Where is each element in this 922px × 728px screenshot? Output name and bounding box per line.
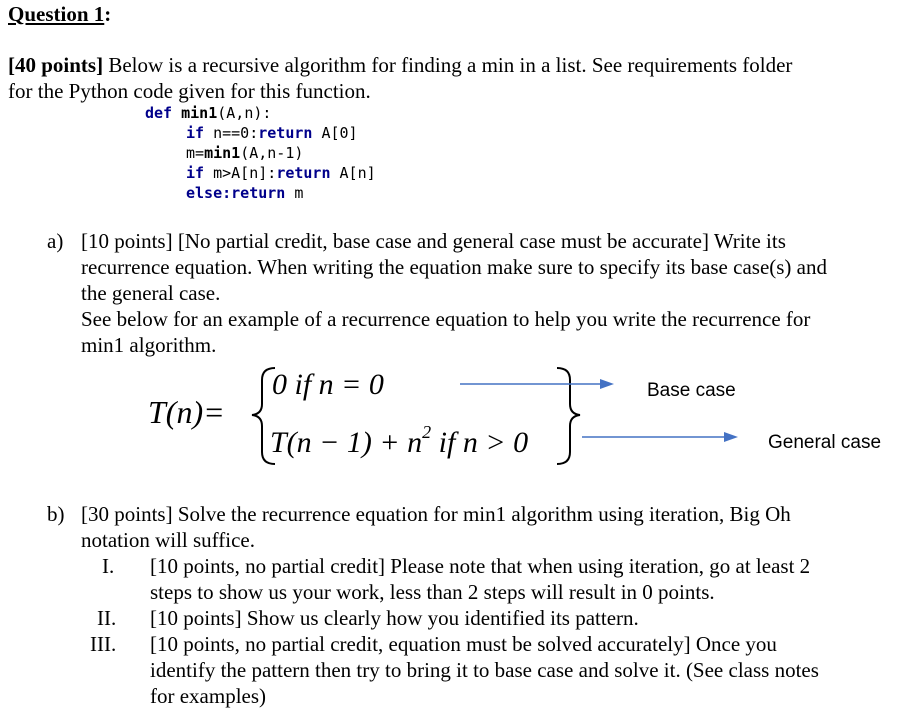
part-b-marker: b) — [47, 502, 65, 526]
part-b-item-1-num: I. — [102, 554, 115, 578]
code-keyword: return — [276, 164, 331, 182]
recurrence-figure — [0, 360, 922, 480]
equation-case-1: 0 if n = 0 — [272, 368, 384, 401]
code-function-name: min1 — [181, 104, 218, 122]
equation-case-2-main: T(n − 1) + n — [270, 426, 423, 459]
equation-case-2 — [270, 422, 528, 459]
general-case-label: General case — [768, 432, 882, 453]
part-b-item-3-line-3: for examples) — [150, 684, 267, 708]
code-line-2 — [186, 123, 358, 143]
code-line-5 — [186, 183, 303, 203]
part-b-item-2-num: II. — [97, 606, 117, 630]
part-a-line-4: See below for an example of a recurrence equation to help you write the recurrence for — [81, 307, 811, 331]
code-keyword: if — [186, 164, 205, 182]
intro-line-1-text: Below is a recursive algorithm for finding a min in a list. See requirements folder — [103, 53, 793, 77]
code-line-3 — [186, 143, 303, 163]
part-b-item-3-line-1: [10 points, no partial credit, equation must be solved accurately] Once you — [150, 632, 777, 656]
question-title — [8, 2, 111, 27]
base-case-arrow-head — [600, 379, 614, 389]
part-a-line-5: min1 algorithm. — [81, 333, 217, 357]
code-text: (A,n): — [217, 104, 272, 122]
base-case-label: Base case — [647, 380, 736, 401]
code-function-name: min1 — [204, 144, 241, 162]
code-text: (A,n-1) — [240, 144, 304, 162]
part-b-item-2-line-1: [10 points] Show us clearly how you identified its pattern. — [150, 606, 639, 630]
part-a-line-2: recurrence equation. When writing the equation make sure to specify its base case(s) and — [81, 255, 827, 279]
part-a-line-3: the general case. — [81, 281, 221, 305]
code-text: A[0] — [312, 124, 358, 142]
part-b-item-3-num: III. — [90, 632, 117, 656]
code-text: m= — [186, 144, 205, 162]
part-b-item-1-line-1: [10 points, no partial credit] Please note that when using iteration, go at least 2 — [150, 554, 811, 578]
intro-points: [40 points] — [8, 53, 104, 77]
right-brace — [557, 368, 580, 464]
equation-case-2-exponent: 2 — [422, 422, 432, 442]
code-keyword: return — [258, 124, 313, 142]
part-b-item-1-line-2: steps to show us your work, less than 2 steps will result in 0 points. — [150, 580, 715, 604]
equation-case-2-condition: if n > 0 — [431, 426, 529, 459]
code-text: m — [285, 184, 304, 202]
part-a-marker: a) — [47, 229, 64, 253]
general-case-arrow-head — [724, 432, 738, 442]
code-keyword: def — [145, 104, 173, 122]
part-a-line-1: [10 points] [No partial credit, base case and general case must be accurate] Write its — [81, 229, 786, 253]
code-text: m>A[n]: — [204, 164, 277, 182]
code-text: n==0: — [204, 124, 259, 142]
question-title-colon: : — [104, 2, 112, 26]
part-b-line-1: [30 points] Solve the recurrence equation for min1 algorithm using iteration, Big Oh — [81, 502, 791, 526]
code-line-4 — [186, 163, 376, 183]
code-keyword: if — [186, 124, 205, 142]
code-keyword: else:return — [186, 184, 286, 202]
code-text: A[n] — [330, 164, 376, 182]
intro-line-1 — [8, 52, 792, 78]
code-line-1 — [145, 103, 271, 123]
part-b-line-2: notation will suffice. — [81, 528, 255, 552]
equation-lhs: T(n)= — [148, 394, 225, 430]
part-b-item-3-line-2: identify the pattern then try to bring it to base case and solve it. (See class notes — [150, 658, 819, 682]
question-title-text: Question 1 — [8, 2, 105, 26]
intro-line-2: for the Python code given for this function. — [8, 79, 371, 103]
